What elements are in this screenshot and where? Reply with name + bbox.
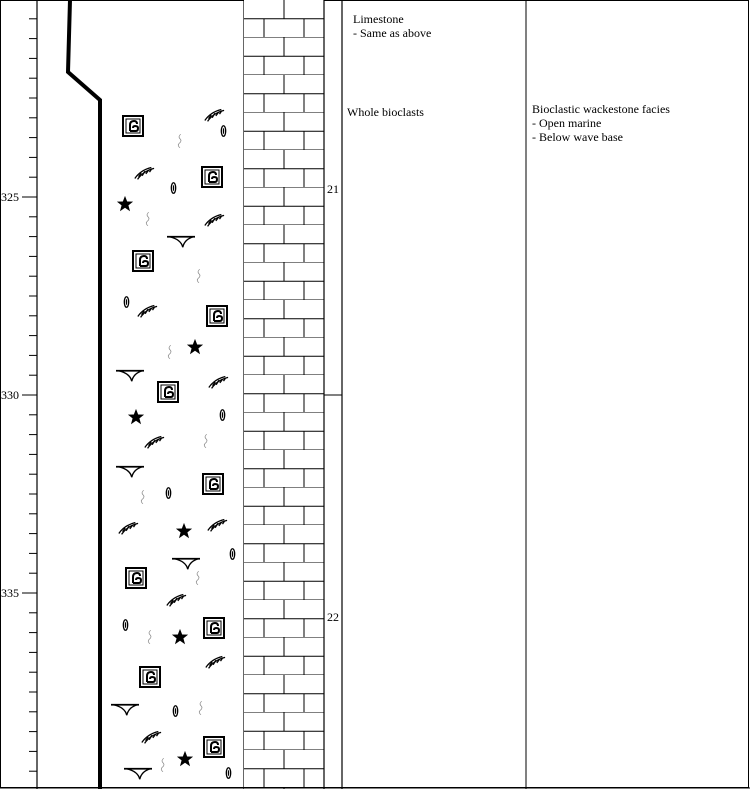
ooid-symbol	[173, 706, 177, 717]
lithology-description	[353, 12, 431, 40]
sample-label: 21	[327, 182, 339, 197]
facies-note-2: - Below wave base	[532, 130, 623, 144]
ooid-symbol	[124, 297, 128, 308]
facies-note-1: - Open marine	[532, 116, 602, 130]
ammonite-symbol	[140, 667, 160, 687]
ammonite-symbol	[203, 474, 223, 494]
ammonite-symbol	[133, 251, 153, 271]
ammonite-symbol	[202, 167, 222, 187]
ammonite-symbol	[204, 618, 224, 638]
facies-name: Bioclastic wackestone facies	[532, 102, 670, 116]
components-text: Whole bioclasts	[347, 105, 424, 119]
ammonite-symbol	[158, 382, 178, 402]
depth-tick-label: 325	[1, 190, 19, 204]
ammonite-symbol	[204, 737, 224, 757]
depth-tick-label: 335	[1, 586, 19, 600]
depth-tick-label: 330	[1, 388, 19, 402]
ammonite-symbol	[126, 568, 146, 588]
ooid-symbol	[166, 488, 170, 499]
ooid-symbol	[171, 183, 175, 194]
ooid-symbol	[226, 768, 230, 779]
facies-description	[532, 102, 670, 144]
ooid-symbol	[123, 620, 127, 631]
ooid-symbol	[220, 410, 224, 421]
lithology-name: Limestone	[353, 12, 404, 26]
sample-label: 22	[327, 609, 339, 624]
ammonite-symbol	[123, 116, 143, 136]
ooid-symbol	[221, 126, 225, 137]
lithology-note: - Same as above	[353, 26, 432, 40]
ooid-symbol	[230, 549, 234, 560]
ammonite-symbol	[207, 306, 227, 326]
limestone-column	[244, 0, 324, 789]
